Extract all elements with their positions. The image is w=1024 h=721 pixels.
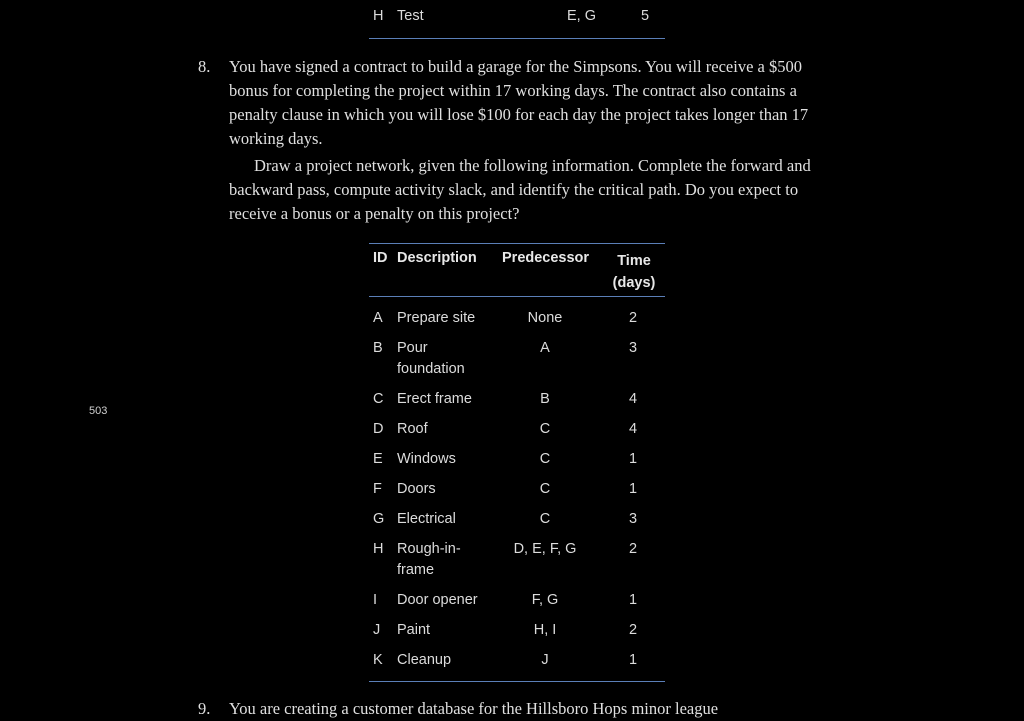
header-description: Description xyxy=(397,250,477,266)
row-time: 1 xyxy=(628,450,638,467)
header-time: Time (days) xyxy=(612,253,656,291)
problem-9-text: You are creating a customer database for the Hillsboro Hops minor league xyxy=(229,699,719,718)
row-predecessor: C xyxy=(539,510,551,527)
row-predecessor: C xyxy=(539,450,551,467)
row-time: 4 xyxy=(628,420,638,437)
activity-table xyxy=(369,243,665,682)
row-time: 1 xyxy=(628,480,638,497)
table-row xyxy=(369,414,665,444)
problem-8-paragraph-1: You have signed a contract to build a garage for the Simpsons. You will receive a $500 bonus for completing the project within 17 working days. The contract also contains a penalty clause in which you will lose $100 for each day the project takes longer than 17 working days. xyxy=(229,57,809,148)
problem-8-paragraph-2: Draw a project network, given the following information. Complete the forward and backward pass, compute activity slack, and identify the critical path. Do you expect to receive a bonus or a penalty on this project? xyxy=(229,156,811,223)
row-id: H xyxy=(373,540,384,557)
row-id: E xyxy=(373,450,383,467)
row-predecessor: C xyxy=(539,420,551,437)
row-id: K xyxy=(373,651,383,668)
problem-9 xyxy=(198,697,718,721)
row-time: 2 xyxy=(628,309,638,326)
table-row xyxy=(369,384,665,414)
problem-9-number: 9. xyxy=(198,699,211,718)
row-description: Electrical xyxy=(397,510,456,527)
row-predecessor: C xyxy=(539,480,551,497)
row-predecessor: F, G xyxy=(531,591,559,608)
table-row xyxy=(369,474,665,504)
row-time: 3 xyxy=(628,339,638,356)
row-predecessor: H, I xyxy=(533,621,557,638)
row-id: F xyxy=(373,480,382,497)
row-time: 2 xyxy=(628,540,638,557)
table-header xyxy=(369,244,665,297)
problem-8 xyxy=(198,55,818,226)
continued-table-row xyxy=(369,6,665,39)
row-description: Windows xyxy=(397,450,456,467)
row-id: B xyxy=(373,339,383,356)
row-description: Doors xyxy=(397,480,436,497)
table-body xyxy=(369,297,665,681)
continued-row-time: 5 xyxy=(641,8,650,24)
row-predecessor: B xyxy=(540,390,550,407)
row-id: J xyxy=(373,621,381,638)
row-description: Erect frame xyxy=(397,390,472,407)
row-id: D xyxy=(373,420,384,437)
row-description: Paint xyxy=(397,621,431,638)
table-row xyxy=(369,645,665,675)
row-description: Roof xyxy=(397,420,428,437)
header-predecessor: Predecessor xyxy=(502,250,590,266)
table-row xyxy=(369,615,665,645)
row-predecessor: D, E, F, G xyxy=(513,540,577,557)
continued-row-id: H xyxy=(373,8,384,24)
row-id: A xyxy=(373,309,383,326)
row-time: 4 xyxy=(628,390,638,407)
table-row xyxy=(369,585,665,615)
row-id: G xyxy=(373,510,385,527)
row-description: Pour foundation xyxy=(397,339,465,377)
header-id: ID xyxy=(373,250,388,266)
row-predecessor: None xyxy=(527,309,563,326)
page-number: 503 xyxy=(89,405,108,417)
problem-8-number: 8. xyxy=(198,57,211,76)
table-row xyxy=(369,534,665,585)
continued-row-description: Test xyxy=(397,8,424,24)
table-row xyxy=(369,333,665,384)
row-description: Cleanup xyxy=(397,651,452,668)
continued-row-predecessor: E, G xyxy=(567,8,597,24)
row-id: C xyxy=(373,390,384,407)
table-row xyxy=(369,504,665,534)
row-description: Door opener xyxy=(397,591,478,608)
row-predecessor: J xyxy=(541,651,549,668)
row-time: 2 xyxy=(628,621,638,638)
row-time: 3 xyxy=(628,510,638,527)
table-row xyxy=(369,444,665,474)
row-description: Rough-in-frame xyxy=(397,540,461,578)
row-time: 1 xyxy=(628,651,638,668)
row-description: Prepare site xyxy=(397,309,476,326)
row-predecessor: A xyxy=(540,339,550,356)
table-row xyxy=(369,303,665,333)
row-id: I xyxy=(373,591,378,608)
row-time: 1 xyxy=(628,591,638,608)
